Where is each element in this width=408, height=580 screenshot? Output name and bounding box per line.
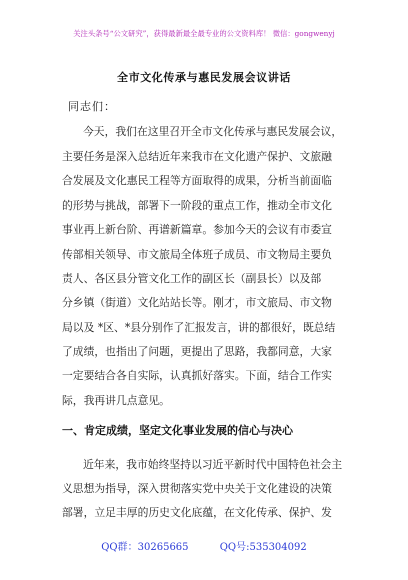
- paragraph1-line: 责人、各区县分管文化工作的副区长（副县长）以及部: [62, 272, 322, 285]
- paragraph1-line: 合发展及文化惠民工程等方面取得的成果，分析当前面临: [62, 174, 332, 187]
- paragraph1-line: 局以及 *区、*县分别作了汇报发言，讲的都很好，既总结: [62, 321, 336, 334]
- paragraph2-line: 部署，立足丰厚的历史文化底蕴，在文化传承、保护、发: [62, 506, 332, 519]
- paragraph1-line: 传部相关领导、市文旅局全体班子成员、市文物局主要负: [62, 248, 332, 261]
- speech-title: 全市文化传承与惠民发展会议讲话: [117, 71, 291, 84]
- header-promo-text: 关注头条号“公文研究”，获得最新最全最专业的公文资料库！ 微信：gongwenyj: [73, 29, 335, 38]
- footer-qq-group: QQ群：30265665: [101, 542, 189, 553]
- greeting: 同志们：: [68, 100, 116, 113]
- paragraph1-line: 分乡镇（街道）文化站站长等。刚才，市文旅局、市文物: [62, 296, 332, 309]
- paragraph1-line: 事业再上新台阶、再谱新篇章。参加今天的会议有市委宣: [62, 223, 332, 236]
- footer-contact: [0, 538, 408, 553]
- paragraph1-line: 一定要结合各自实际，认真抓好落实。下面，结合工作实: [62, 369, 332, 382]
- paragraph1-line: 了成绩，也指出了问题，更提出了思路，我都同意，大家: [62, 345, 332, 358]
- paragraph1-line: 主要任务是深入总结近年来我市在文化遗产保护、文旅融: [62, 150, 332, 163]
- paragraph1-line: 际，我再讲几点意见。: [62, 394, 170, 407]
- paragraph1-line: 今天，我们在这里召开全市文化传承与惠民发展会议，: [83, 125, 343, 138]
- paragraph2-line: 近年来，我市始终坚持以习近平新时代中国特色社会主: [83, 458, 343, 471]
- section-heading: 一、肯定成绩，坚定文化事业发展的信心与决心: [62, 424, 293, 437]
- paragraph1-line: 的形势与挑战，部署下一阶段的重点工作，推动全市文化: [62, 199, 332, 212]
- paragraph2-line: 义思想为指导，深入贯彻落实党中央关于文化建设的决策: [62, 482, 332, 495]
- footer-qq-number: QQ号:535304092: [219, 542, 307, 553]
